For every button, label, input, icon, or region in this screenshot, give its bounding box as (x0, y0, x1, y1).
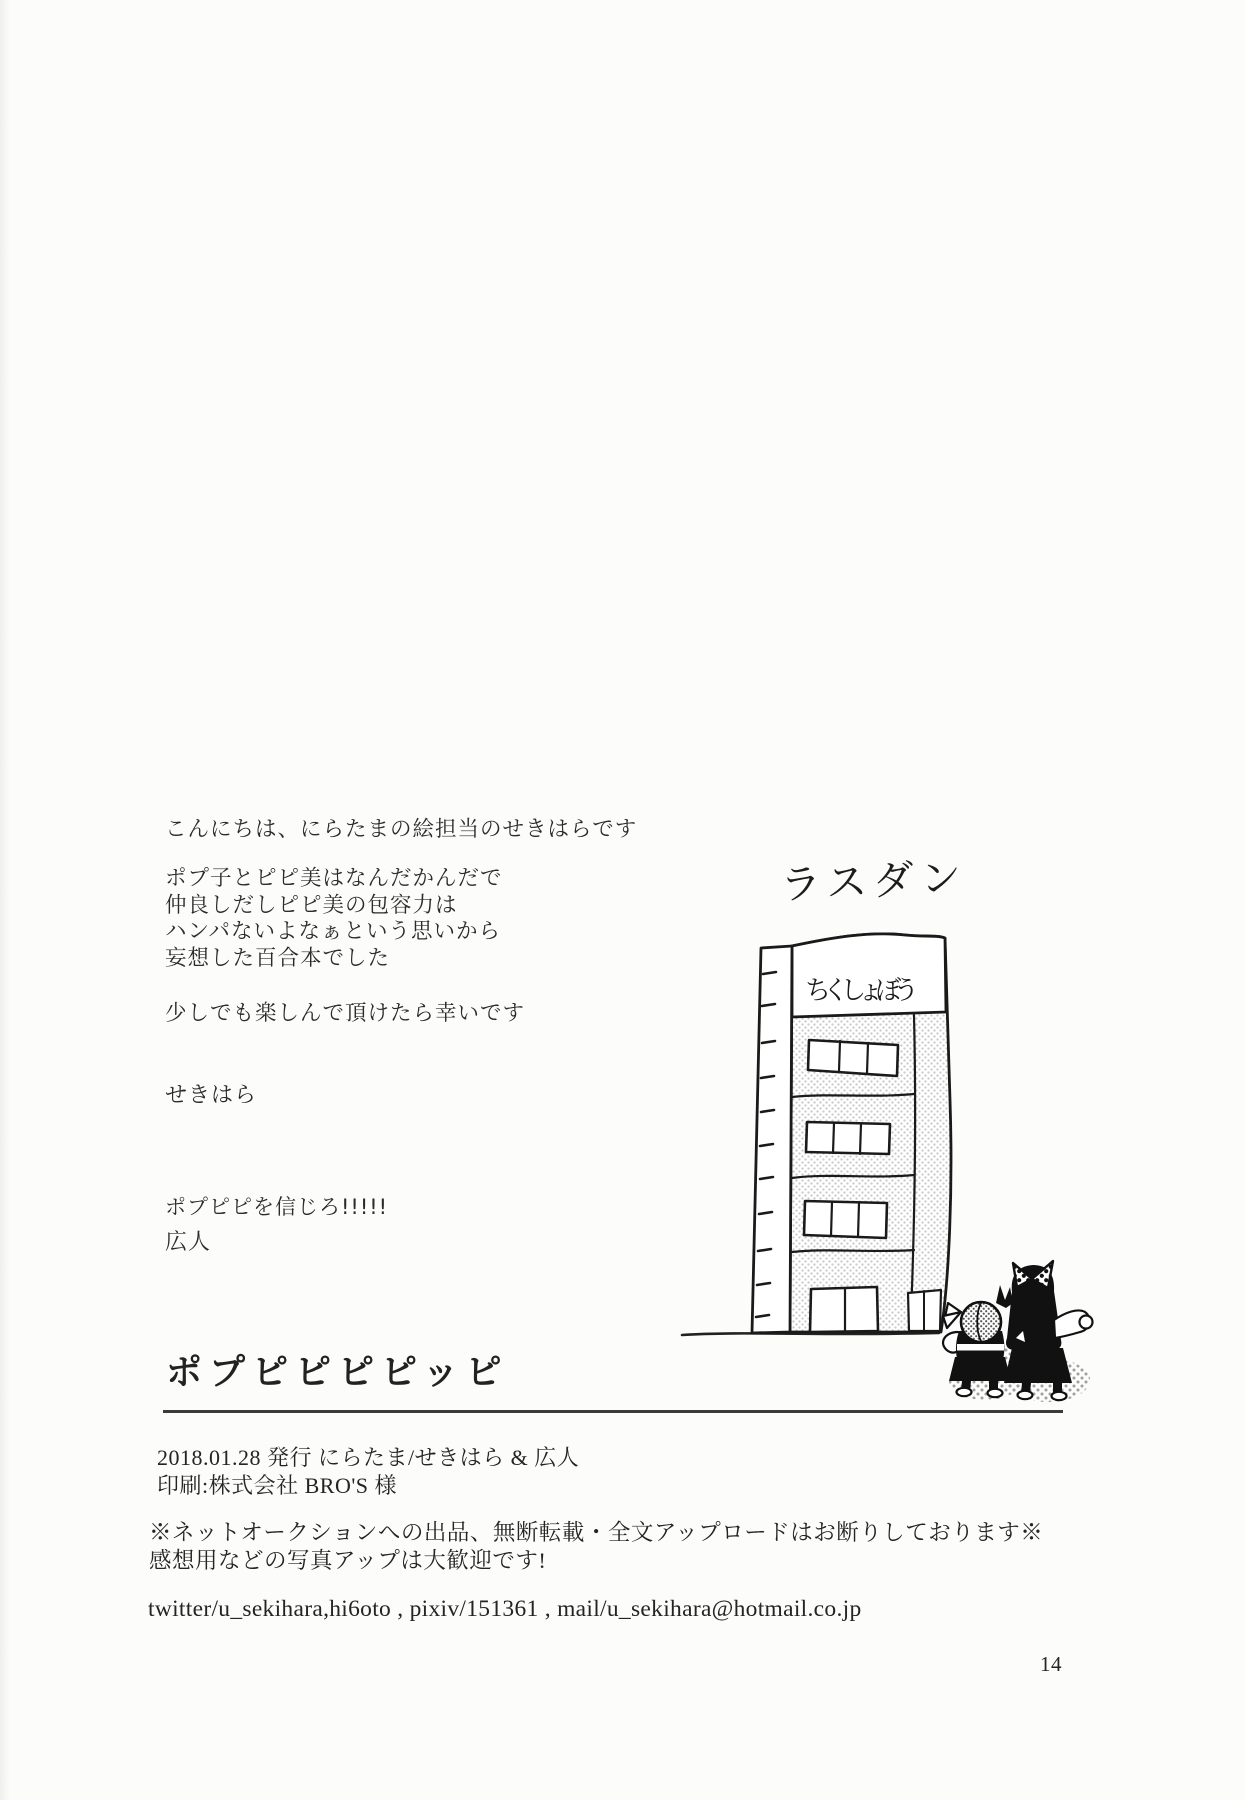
coauthor-message: ポプピピを信じろ!!!!! (165, 1195, 389, 1219)
afterword-body-line: ハンパないよなぁという思いから (165, 919, 501, 944)
pipimi-sandal (1052, 1392, 1067, 1400)
afterword-body-line: 妄想した百合本でした (165, 945, 391, 971)
pipimi-hand (1080, 1316, 1093, 1329)
pipimi-skirt (1004, 1348, 1072, 1383)
afterword-closing: 少しでも楽しんで頂けたら幸いです (165, 1001, 526, 1026)
popuko-sandal (988, 1389, 1003, 1397)
popuko-skirt (949, 1357, 1011, 1381)
afterword-greeting: こんにちは、にらたまの絵担当のせきはらです (165, 817, 638, 842)
building-illustration (640, 920, 1100, 1420)
popuko-hair-spikes (996, 1285, 1013, 1308)
popuko-bow (943, 1312, 961, 1328)
building-sign-text: ちくしょぼう (805, 976, 919, 1006)
contact-line: twitter/u_sekihara,hi6oto , pixiv/151361 , mail/u_sekihara@hotmail.co.jp (148, 1596, 862, 1622)
window (806, 1122, 890, 1154)
popuko-waistband (957, 1344, 1004, 1351)
side-wall-panels (908, 1290, 941, 1331)
colophon-rule (163, 1410, 1063, 1413)
notice-line: ※ネットオークションへの出品、無断転載・全文アップロードはお断りしております※ (149, 1520, 1044, 1545)
notice-block (149, 1519, 1043, 1574)
publication-line: 2018.01.28 発行 にらたま/せきはら & 広人 (157, 1445, 580, 1470)
popuko-figure (943, 1285, 1013, 1397)
window (808, 1040, 898, 1076)
afterword-body-line: ポプ子とピピ美はなんだかんだで (165, 866, 503, 891)
artist-signature: せきはら (165, 1083, 258, 1108)
afterword-body (165, 866, 503, 972)
handwritten-caption: ラスダン (779, 852, 969, 910)
afterword-body-line: 仲良しだしピピ美の包容力は (165, 892, 458, 918)
entrance-door (810, 1287, 878, 1332)
book-title: ポプピピピピッピ (166, 1352, 509, 1393)
popuko-sandal (957, 1388, 972, 1396)
scan-edge-artifact (0, 0, 10, 1800)
popuko-head (961, 1302, 1001, 1342)
printer-line: 印刷:株式会社 BRO'S 様 (157, 1473, 398, 1498)
page-number: 14 (1040, 1652, 1062, 1676)
window (804, 1201, 887, 1238)
building (752, 934, 951, 1333)
publication-info (157, 1444, 579, 1500)
notice-line: 感想用などの写真アップは大歓迎です! (149, 1547, 547, 1573)
coauthor-signature: 広人 (165, 1230, 212, 1255)
pipimi-sandal (1018, 1391, 1033, 1399)
